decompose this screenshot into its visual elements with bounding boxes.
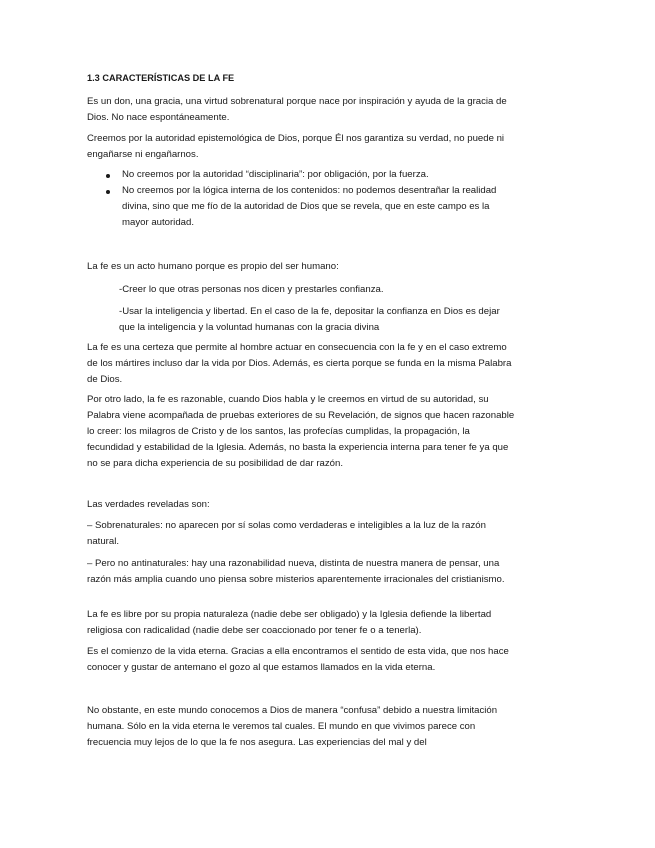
section-heading: 1.3 CARACTERÍSTICAS DE LA FE xyxy=(87,73,235,83)
paragraph-razonable: Por otro lado, la fe es razonable, cuando Dios habla y le creemos en virtud de su autoridad, su Palabra viene acompañada de pruebas exteriores de su Revelación, de signos que hacen razonable lo creer: los milagros de Cristo y de los santos, las profecías cumplidas, la propagación, la fecundidad y estabilidad de la Iglesia. Además, no basta la experiencia interna para tener fe ya que no se para dicha experiencia de su posibilidad de dar razón. xyxy=(87,394,515,469)
paragraph-antinaturales: – Pero no antinaturales: hay una razonabilidad nueva, distinta de nuestra manera de pensar, una razón más amplia cuando uno piensa sobre misterios aparentemente irracionales del cristianismo. xyxy=(87,558,505,585)
indented-item-1: -Creer lo que otras personas nos dicen y prestarles confianza. xyxy=(119,284,384,295)
paragraph-acto-humano: La fe es un acto humano porque es propio del ser humano: xyxy=(87,261,339,272)
paragraph-libre: La fe es libre por su propia naturaleza (nadie debe ser obligado) y la Iglesia defiende la libertad religiosa con radicalidad (nadie debe ser coaccionado por tener fe o a tenerla). xyxy=(87,609,492,636)
paragraph-autoridad: Creemos por la autoridad epistemológica de Dios, porque Él nos garantiza su verdad, no puede ni engañarse ni engañarnos. xyxy=(87,133,505,160)
bullet-dot-2 xyxy=(106,190,110,194)
paragraph-verdades-reveladas: Las verdades reveladas son: xyxy=(87,499,210,510)
indented-item-2: -Usar la inteligencia y libertad. En el caso de la fe, depositar la confianza en Dios es dejar que la inteligencia y la voluntad humanas con la gracia divina xyxy=(119,306,500,333)
paragraph-vida-eterna: Es el comienzo de la vida eterna. Gracias a ella encontramos el sentido de esta vida, que nos hace conocer y gustar de antemano el gozo al que estamos llamados en la vida eterna. xyxy=(87,646,509,673)
bullet-item-1: No creemos por la autoridad “disciplinaria”: por obligación, por la fuerza. xyxy=(122,169,429,180)
bullet-item-2: No creemos por la lógica interna de los contenidos: no podemos desentrañar la realidad divina, sino que me fío de la autoridad de Dios que se revela, que en este campo es la mayor autoridad. xyxy=(122,185,497,228)
paragraph-sobrenaturales: – Sobrenaturales: no aparecen por sí solas como verdaderas e inteligibles a la luz de la razón natural. xyxy=(87,520,486,547)
paragraph-no-obstante: No obstante, en este mundo conocemos a Dios de manera “confusa” debido a nuestra limitación humana. Sólo en la vida eterna le veremos tal cuales. El mundo en que vivimos parece con frecuencia muy lejos de lo que la fe nos asegura. Las experiencias del mal y del xyxy=(87,705,498,748)
bullet-dot-1 xyxy=(106,174,110,178)
paragraph-certeza: La fe es una certeza que permite al hombre actuar en consecuencia con la fe y en el caso extremo de los mártires incluso dar la vida por Dios. Además, es cierta porque se funda en la misma Palabra de Dios. xyxy=(87,342,512,385)
paragraph-don-gracia: Es un don, una gracia, una virtud sobrenatural porque nace por inspiración y ayuda de la gracia de Dios. No nace espontáneamente. xyxy=(87,96,507,123)
